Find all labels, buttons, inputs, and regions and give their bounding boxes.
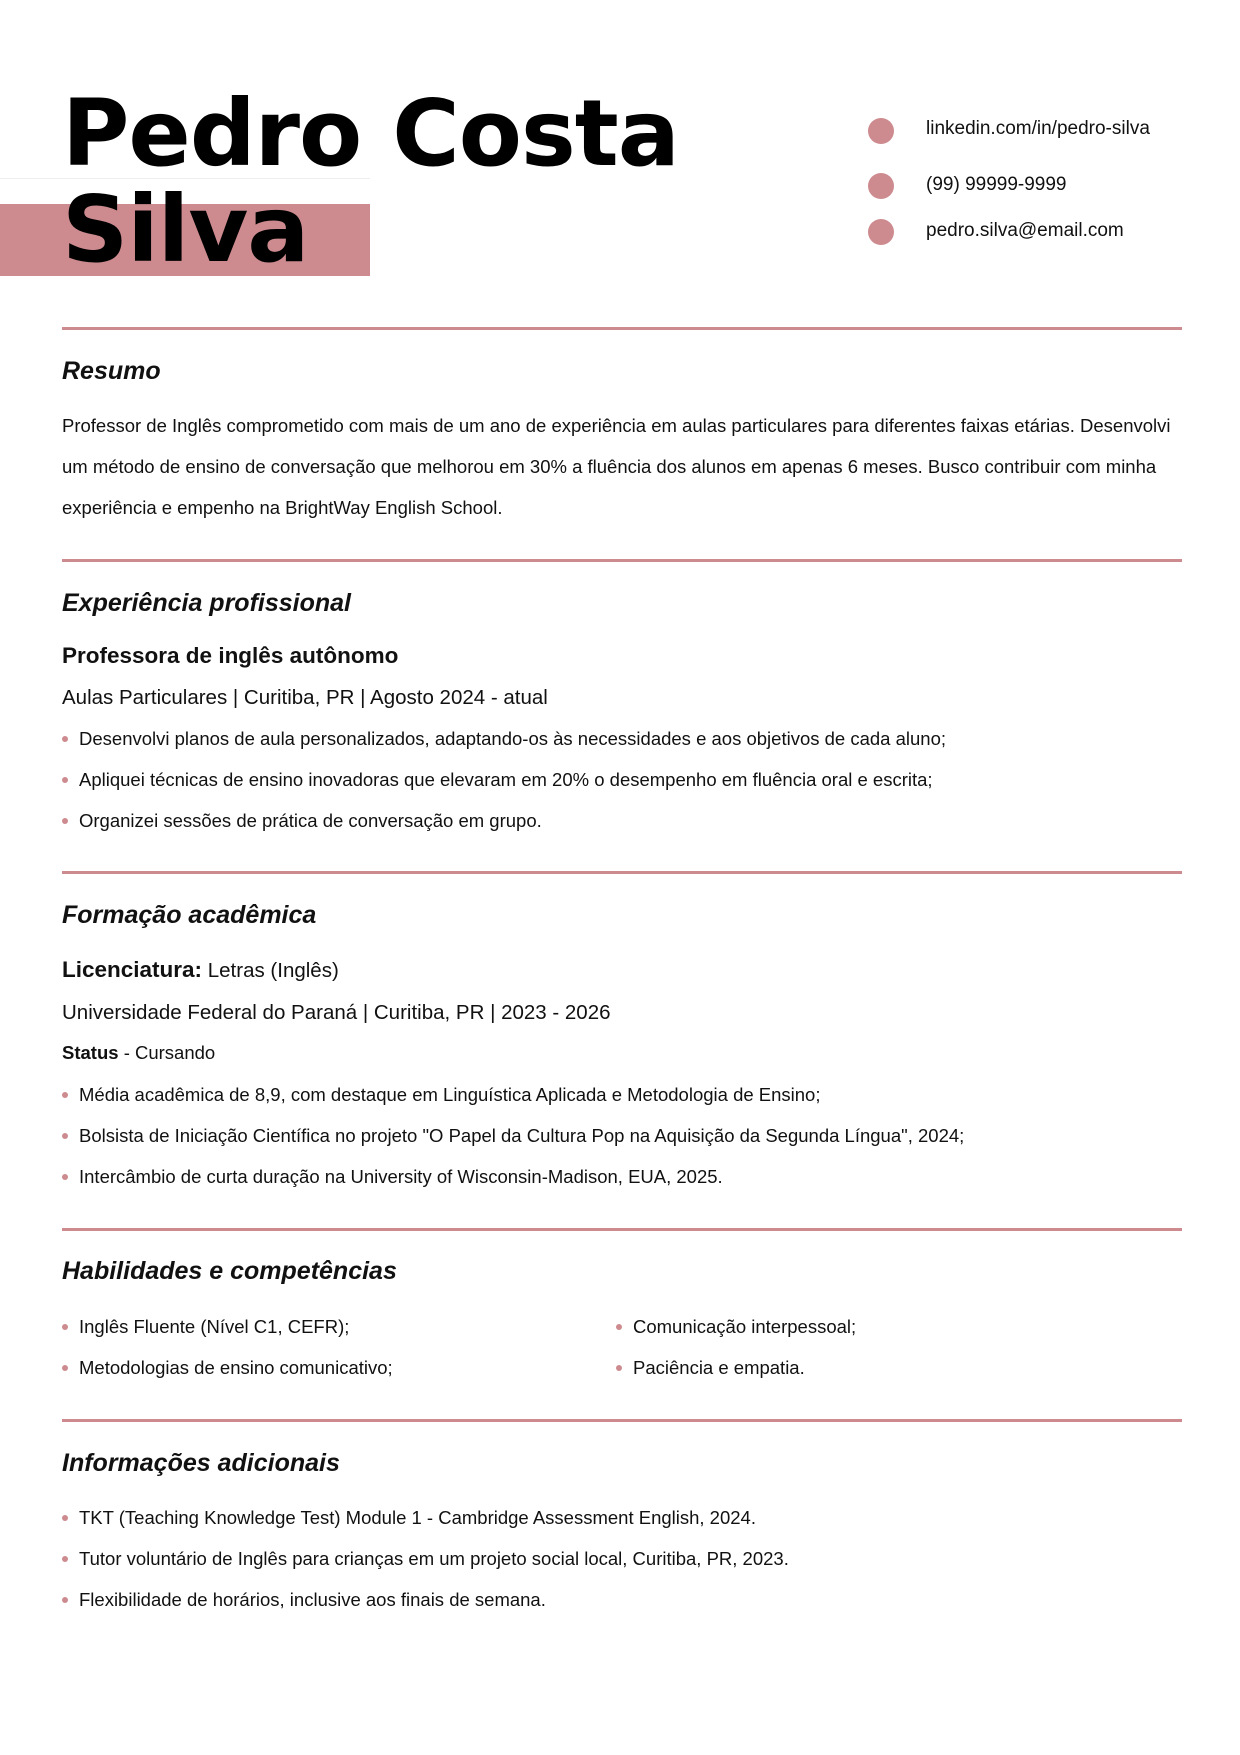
list-item	[616, 1306, 856, 1347]
degree-line	[62, 955, 339, 986]
bullet-icon	[62, 1597, 68, 1603]
education-title: Formação acadêmica	[62, 901, 317, 929]
candidate-name	[62, 80, 679, 283]
bullet-icon	[62, 1365, 68, 1371]
list-item	[62, 800, 946, 841]
bullet-icon	[62, 1174, 68, 1180]
contact-email[interactable]	[868, 216, 1198, 256]
degree-value: Letras (Inglês)	[207, 959, 339, 982]
additional-title: Informações adicionais	[62, 1449, 340, 1477]
status-value: - Cursando	[123, 1042, 216, 1063]
section-divider	[62, 1419, 1182, 1422]
bullet-icon	[62, 1556, 68, 1562]
skills-right-list	[616, 1306, 856, 1388]
contact-phone-text[interactable]: (99) 99999-9999	[926, 174, 1067, 195]
list-item-text: Intercâmbio de curta duração na University of Wisconsin-Madison, EUA, 2025.	[79, 1166, 723, 1187]
status-label: Status	[62, 1042, 119, 1063]
bullet-icon	[62, 1324, 68, 1330]
list-item-text: TKT (Teaching Knowledge Test) Module 1 - Cambridge Assessment English, 2024.	[79, 1507, 756, 1528]
list-item-text: Inglês Fluente (Nível C1, CEFR);	[79, 1316, 350, 1337]
list-item	[62, 1074, 964, 1115]
list-item	[62, 718, 946, 759]
list-item	[62, 1347, 393, 1388]
skills-title: Habilidades e competências	[62, 1257, 397, 1285]
experience-bullets	[62, 718, 946, 841]
list-item	[62, 1115, 964, 1156]
list-item-text: Paciência e empatia.	[633, 1357, 805, 1378]
job-title: Professora de inglês autônomo	[62, 643, 399, 668]
job-meta: Aulas Particulares | Curitiba, PR | Agosto 2024 - atual	[62, 686, 548, 709]
contact-linkedin-text[interactable]: linkedin.com/in/pedro-silva	[926, 118, 1150, 139]
degree-label: Licenciatura:	[62, 957, 203, 982]
list-item	[62, 1306, 393, 1347]
contact-phone[interactable]	[868, 170, 1198, 222]
section-divider	[62, 559, 1182, 562]
candidate-name-line2: Silva	[62, 176, 309, 283]
additional-bullets	[62, 1497, 789, 1620]
linkedin-icon	[868, 118, 894, 144]
list-item-text: Organizei sessões de prática de conversação em grupo.	[79, 810, 542, 831]
bullet-icon	[616, 1365, 622, 1371]
education-bullets	[62, 1074, 964, 1197]
summary-title: Resumo	[62, 357, 161, 385]
section-divider	[62, 1228, 1182, 1231]
bullet-icon	[62, 777, 68, 783]
list-item-text: Média acadêmica de 8,9, com destaque em Linguística Aplicada e Metodologia de Ensino;	[79, 1084, 821, 1105]
list-item-text: Tutor voluntário de Inglês para crianças em um projeto social local, Curitiba, PR, 2023.	[79, 1548, 789, 1569]
status-line	[62, 1039, 215, 1067]
email-icon	[868, 219, 894, 245]
list-item	[616, 1347, 856, 1388]
contact-email-text[interactable]: pedro.silva@email.com	[926, 220, 1124, 241]
list-item-text: Metodologias de ensino comunicativo;	[79, 1357, 393, 1378]
candidate-name-line1: Pedro Costa	[62, 80, 679, 187]
list-item-text: Bolsista de Iniciação Científica no projeto "O Papel da Cultura Pop na Aquisição da Segunda Língua", 2024;	[79, 1125, 965, 1146]
list-item	[62, 1156, 964, 1197]
list-item-text: Flexibilidade de horários, inclusive aos finais de semana.	[79, 1589, 546, 1610]
list-item	[62, 1538, 789, 1579]
contact-block	[868, 114, 1198, 256]
bullet-icon	[62, 818, 68, 824]
skills-left-list	[62, 1306, 393, 1388]
list-item-text: Apliquei técnicas de ensino inovadoras que elevaram em 20% o desempenho em fluência oral e escrita;	[79, 769, 933, 790]
list-item	[62, 759, 946, 800]
institution-line: Universidade Federal do Paraná | Curitiba, PR | 2023 - 2026	[62, 1001, 611, 1024]
bullet-icon	[62, 1515, 68, 1521]
bullet-icon	[62, 736, 68, 742]
summary-text: Professor de Inglês comprometido com mais de um ano de experiência em aulas particulares para diferentes faixas etárias. Desenvolvi um método de ensino de conversação que melhorou em 30% a fluência dos alunos em apenas 6 meses. Busco contribuir com minha experiência e empenho na BrightWay English School.	[62, 415, 1171, 518]
bullet-icon	[62, 1092, 68, 1098]
list-item	[62, 1497, 789, 1538]
section-divider	[62, 871, 1182, 874]
phone-icon	[868, 173, 894, 199]
experience-title: Experiência profissional	[62, 589, 351, 617]
section-divider	[62, 327, 1182, 330]
list-item	[62, 1579, 789, 1620]
bullet-icon	[616, 1324, 622, 1330]
bullet-icon	[62, 1133, 68, 1139]
list-item-text: Desenvolvi planos de aula personalizados, adaptando-os às necessidades e aos objetivos de cada aluno;	[79, 728, 947, 749]
list-item-text: Comunicação interpessoal;	[633, 1316, 857, 1337]
